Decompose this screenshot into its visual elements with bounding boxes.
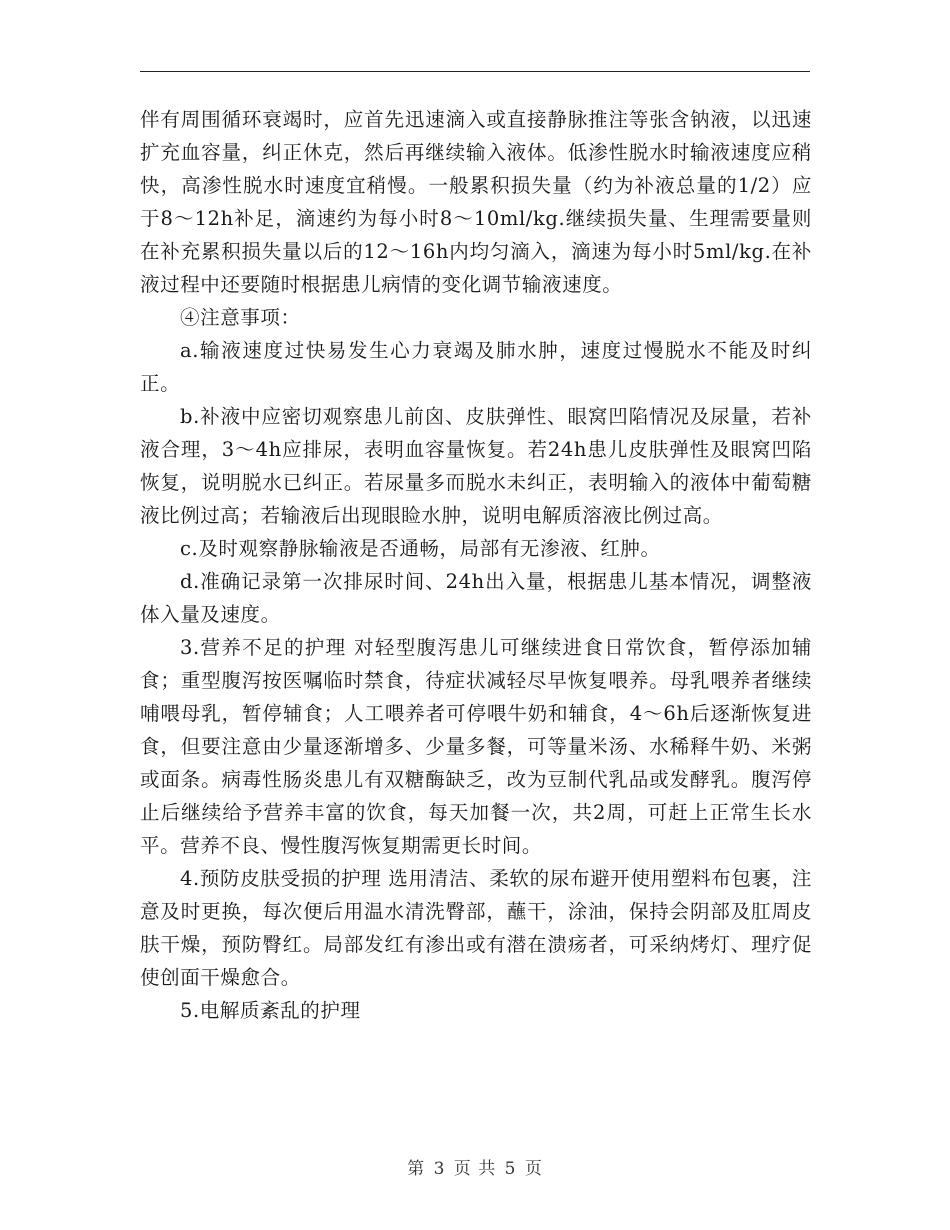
paragraph: c.及时观察静脉输液是否通畅，局部有无渗液、红肿。 — [180, 537, 661, 560]
paragraph: a.输液速度过快易发生心力衰竭及肺水肿，速度过慢脱水不能及时纠正。 — [140, 339, 812, 395]
paragraph: 4.预防皮肤受损的护理 选用清洁、柔软的尿布避开使用塑料布包裹，注意及时更换，每次便后用温水清洗臀部，蘸干，涂油，保持会阴部及肛周皮肤干燥，预防臀红。局部发红有渗出或有潜在溃疡者，可采纳烤灯、理疗促使创面干燥愈合。 — [140, 867, 812, 989]
paragraph: 伴有周围循环衰竭时，应首先迅速滴入或直接静脉推注等张含钠液，以迅速扩充血容量，纠正休克，然后再继续输入液体。低渗性脱水时输液速度应稍快，高渗性脱水时速度宜稍慢。一般累积损失量（约为补液总量的1/2）应于8～12h补足，滴速约为每小时8～10ml/kg.继续损失量、生理需要量则在补充累积损失量以后的12～16h内均匀滴入，滴速为每小时5ml/kg.在补液过程中还要随时根据患儿病情的变化调节输液速度。 — [140, 108, 812, 296]
paragraph: ④注意事项： — [180, 306, 301, 329]
paragraph: d.准确记录第一次排尿时间、24h出入量，根据患儿基本情况，调整液体入量及速度。 — [140, 570, 812, 626]
total-page-count: 5 — [504, 1159, 517, 1179]
footer-middle: 页 共 — [453, 1159, 497, 1179]
footer-suffix: 页 — [524, 1159, 543, 1179]
page-footer — [0, 1154, 950, 1179]
current-page-number: 3 — [433, 1159, 446, 1179]
paragraph: 5.电解质紊乱的护理 — [180, 999, 361, 1022]
footer-prefix: 第 — [407, 1159, 426, 1179]
header-rule — [140, 71, 810, 72]
paragraph: 3.营养不足的护理 对轻型腹泻患儿可继续进食日常饮食，暂停添加辅食；重型腹泻按医嘱临时禁食，待症状减轻尽早恢复喂养。母乳喂养者继续哺喂母乳，暂停辅食；人工喂养者可停喂牛奶和辅食，4～6h后逐渐恢复进食，但要注意由少量逐渐增多、少量多餐，可等量米汤、水稀释牛奶、米粥或面条。病毒性肠炎患儿有双糖酶缺乏，改为豆制代乳品或发酵乳。腹泻停止后继续给予营养丰富的饮食，每天加餐一次，共2周，可赶上正常生长水平。营养不良、慢性腹泻恢复期需更长时间。 — [140, 636, 812, 857]
document-body — [140, 103, 812, 1027]
paragraph: b.补液中应密切观察患儿前囟、皮肤弹性、眼窝凹陷情况及尿量，若补液合理，3～4h应排尿，表明血容量恢复。若24h患儿皮肤弹性及眼窝凹陷恢复，说明脱水已纠正。若尿量多而脱水未纠正，表明输入的液体中葡萄糖液比例过高；若输液后出现眼睑水肿，说明电解质溶液比例过高。 — [140, 405, 812, 527]
